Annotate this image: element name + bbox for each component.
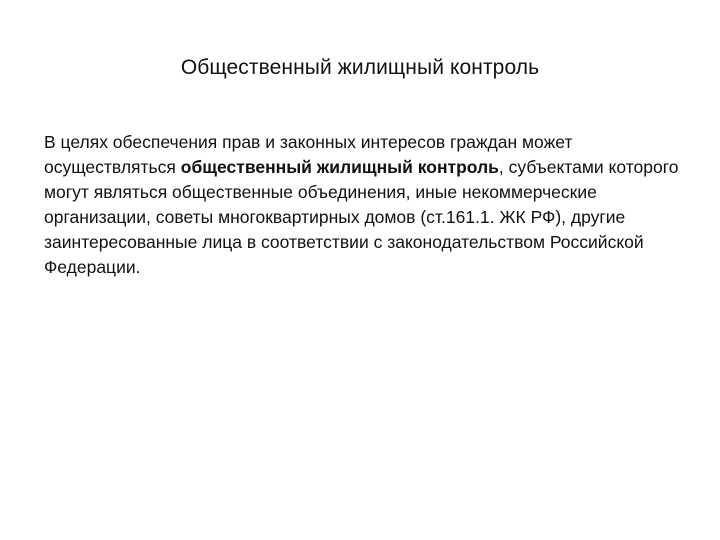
- slide-title: Общественный жилищный контроль: [180, 56, 540, 79]
- paragraph-text-start: В целях обеспечения прав и законных интересов граждан может осуществляться: [44, 132, 573, 177]
- paragraph-text-end: , субъектами которого могут являться общественные объединения, иные некоммерческие организации, советы многоквартирных домов (ст.161.1. ЖК РФ), другие заинтересованные лица в соответствии с законодательством Российской Федерации.: [44, 157, 679, 277]
- paragraph-bold-term: общественный жилищный контроль: [180, 157, 499, 177]
- body-paragraph: [44, 130, 684, 280]
